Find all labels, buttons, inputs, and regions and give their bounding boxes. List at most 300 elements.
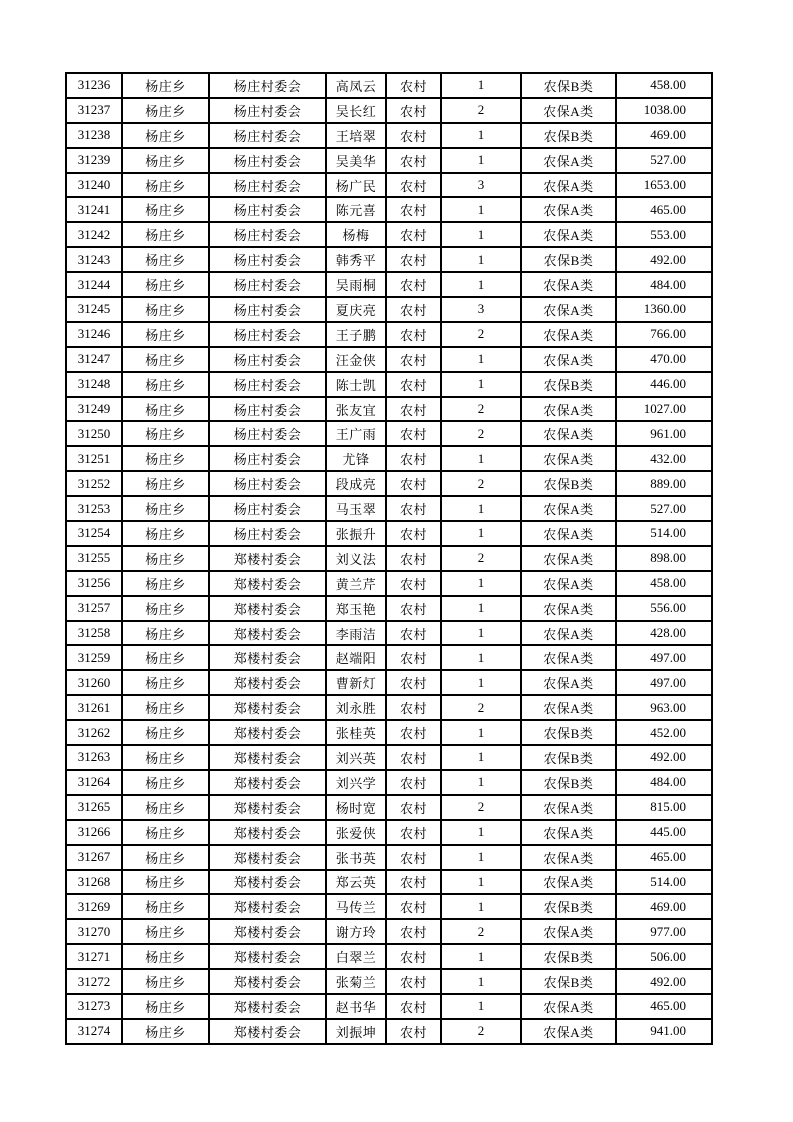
- cell-amount: 469.00: [616, 123, 712, 148]
- cell-residence-type: 农村: [386, 745, 441, 770]
- cell-person-count: 2: [441, 919, 521, 944]
- cell-person-name: 陈元喜: [326, 197, 386, 222]
- cell-insurance-category: 农保A类: [521, 521, 616, 546]
- cell-id: 31251: [66, 446, 122, 471]
- cell-village-committee: 郑楼村委会: [209, 695, 326, 720]
- cell-amount: 1360.00: [616, 297, 712, 322]
- table-row: [66, 770, 712, 795]
- cell-person-count: 1: [441, 347, 521, 372]
- cell-village-committee: 杨庄村委会: [209, 148, 326, 173]
- table-row: [66, 994, 712, 1019]
- cell-amount: 469.00: [616, 894, 712, 919]
- table-row: [66, 621, 712, 646]
- table-row: [66, 521, 712, 546]
- benefits-table: [65, 72, 713, 1045]
- cell-amount: 497.00: [616, 645, 712, 670]
- cell-amount: 428.00: [616, 621, 712, 646]
- cell-village-committee: 郑楼村委会: [209, 894, 326, 919]
- cell-village-committee: 郑楼村委会: [209, 745, 326, 770]
- cell-residence-type: 农村: [386, 645, 441, 670]
- cell-person-name: 吴美华: [326, 148, 386, 173]
- cell-residence-type: 农村: [386, 845, 441, 870]
- cell-township: 杨庄乡: [122, 944, 209, 969]
- cell-amount: 445.00: [616, 820, 712, 845]
- cell-village-committee: 郑楼村委会: [209, 571, 326, 596]
- cell-amount: 465.00: [616, 845, 712, 870]
- cell-residence-type: 农村: [386, 148, 441, 173]
- cell-id: 31247: [66, 347, 122, 372]
- cell-residence-type: 农村: [386, 297, 441, 322]
- cell-amount: 815.00: [616, 795, 712, 820]
- cell-village-committee: 郑楼村委会: [209, 919, 326, 944]
- cell-person-count: 2: [441, 471, 521, 496]
- cell-person-name: 张菊兰: [326, 969, 386, 994]
- cell-township: 杨庄乡: [122, 894, 209, 919]
- cell-person-name: 陈士凯: [326, 372, 386, 397]
- cell-village-committee: 杨庄村委会: [209, 347, 326, 372]
- cell-person-count: 1: [441, 720, 521, 745]
- cell-person-name: 谢方玲: [326, 919, 386, 944]
- cell-village-committee: 郑楼村委会: [209, 1019, 326, 1044]
- cell-residence-type: 农村: [386, 770, 441, 795]
- cell-village-committee: 郑楼村委会: [209, 670, 326, 695]
- cell-insurance-category: 农保B类: [521, 73, 616, 98]
- cell-id: 31246: [66, 322, 122, 347]
- cell-village-committee: 郑楼村委会: [209, 596, 326, 621]
- cell-village-committee: 郑楼村委会: [209, 944, 326, 969]
- cell-amount: 458.00: [616, 73, 712, 98]
- cell-id: 31257: [66, 596, 122, 621]
- cell-insurance-category: 农保B类: [521, 745, 616, 770]
- cell-person-name: 王培翠: [326, 123, 386, 148]
- cell-id: 31238: [66, 123, 122, 148]
- cell-village-committee: 杨庄村委会: [209, 372, 326, 397]
- cell-village-committee: 郑楼村委会: [209, 621, 326, 646]
- cell-insurance-category: 农保A类: [521, 546, 616, 571]
- cell-residence-type: 农村: [386, 372, 441, 397]
- cell-id: 31254: [66, 521, 122, 546]
- cell-township: 杨庄乡: [122, 596, 209, 621]
- cell-person-count: 1: [441, 670, 521, 695]
- cell-person-count: 1: [441, 521, 521, 546]
- table-row: [66, 372, 712, 397]
- cell-village-committee: 杨庄村委会: [209, 73, 326, 98]
- cell-person-count: 1: [441, 621, 521, 646]
- cell-person-count: 1: [441, 770, 521, 795]
- table-row: [66, 148, 712, 173]
- cell-village-committee: 杨庄村委会: [209, 173, 326, 198]
- cell-insurance-category: 农保A类: [521, 1019, 616, 1044]
- cell-village-committee: 杨庄村委会: [209, 397, 326, 422]
- cell-township: 杨庄乡: [122, 571, 209, 596]
- cell-id: 31249: [66, 397, 122, 422]
- cell-id: 31263: [66, 745, 122, 770]
- table-row: [66, 969, 712, 994]
- cell-township: 杨庄乡: [122, 695, 209, 720]
- cell-village-committee: 郑楼村委会: [209, 994, 326, 1019]
- cell-insurance-category: 农保A类: [521, 148, 616, 173]
- table-row: [66, 695, 712, 720]
- cell-person-name: 张振升: [326, 521, 386, 546]
- cell-id: 31268: [66, 870, 122, 895]
- cell-amount: 527.00: [616, 496, 712, 521]
- cell-amount: 553.00: [616, 222, 712, 247]
- cell-amount: 941.00: [616, 1019, 712, 1044]
- cell-person-count: 1: [441, 894, 521, 919]
- cell-insurance-category: 农保A类: [521, 446, 616, 471]
- table-row: [66, 670, 712, 695]
- table-row: [66, 571, 712, 596]
- cell-residence-type: 农村: [386, 197, 441, 222]
- cell-village-committee: 杨庄村委会: [209, 297, 326, 322]
- cell-person-name: 曹新灯: [326, 670, 386, 695]
- cell-village-committee: 杨庄村委会: [209, 421, 326, 446]
- cell-id: 31262: [66, 720, 122, 745]
- cell-residence-type: 农村: [386, 247, 441, 272]
- cell-township: 杨庄乡: [122, 745, 209, 770]
- cell-id: 31237: [66, 98, 122, 123]
- cell-insurance-category: 农保A类: [521, 197, 616, 222]
- cell-residence-type: 农村: [386, 421, 441, 446]
- cell-person-count: 1: [441, 994, 521, 1019]
- cell-residence-type: 农村: [386, 471, 441, 496]
- cell-amount: 492.00: [616, 247, 712, 272]
- cell-residence-type: 农村: [386, 720, 441, 745]
- cell-id: 31255: [66, 546, 122, 571]
- cell-township: 杨庄乡: [122, 521, 209, 546]
- cell-id: 31264: [66, 770, 122, 795]
- cell-amount: 977.00: [616, 919, 712, 944]
- cell-village-committee: 杨庄村委会: [209, 272, 326, 297]
- cell-id: 31266: [66, 820, 122, 845]
- cell-township: 杨庄乡: [122, 73, 209, 98]
- cell-amount: 766.00: [616, 322, 712, 347]
- cell-township: 杨庄乡: [122, 446, 209, 471]
- cell-township: 杨庄乡: [122, 372, 209, 397]
- cell-amount: 527.00: [616, 148, 712, 173]
- cell-person-name: 黄兰芹: [326, 571, 386, 596]
- cell-amount: 1653.00: [616, 173, 712, 198]
- cell-amount: 1027.00: [616, 397, 712, 422]
- cell-id: 31274: [66, 1019, 122, 1044]
- cell-insurance-category: 农保A类: [521, 820, 616, 845]
- cell-residence-type: 农村: [386, 571, 441, 596]
- cell-id: 31240: [66, 173, 122, 198]
- cell-id: 31239: [66, 148, 122, 173]
- cell-residence-type: 农村: [386, 272, 441, 297]
- cell-person-name: 王子鹏: [326, 322, 386, 347]
- cell-village-committee: 郑楼村委会: [209, 720, 326, 745]
- cell-person-count: 1: [441, 372, 521, 397]
- cell-insurance-category: 农保A类: [521, 994, 616, 1019]
- cell-township: 杨庄乡: [122, 795, 209, 820]
- cell-person-name: 刘义法: [326, 546, 386, 571]
- cell-person-name: 高凤云: [326, 73, 386, 98]
- cell-township: 杨庄乡: [122, 870, 209, 895]
- cell-amount: 963.00: [616, 695, 712, 720]
- cell-amount: 514.00: [616, 521, 712, 546]
- cell-amount: 506.00: [616, 944, 712, 969]
- table-row: [66, 845, 712, 870]
- cell-township: 杨庄乡: [122, 197, 209, 222]
- cell-insurance-category: 农保A类: [521, 347, 616, 372]
- cell-person-count: 1: [441, 820, 521, 845]
- cell-person-count: 1: [441, 745, 521, 770]
- cell-township: 杨庄乡: [122, 222, 209, 247]
- table-row: [66, 870, 712, 895]
- cell-person-count: 1: [441, 845, 521, 870]
- benefits-table-body: [66, 73, 712, 1044]
- cell-person-count: 2: [441, 546, 521, 571]
- cell-person-name: 刘兴英: [326, 745, 386, 770]
- cell-village-committee: 郑楼村委会: [209, 770, 326, 795]
- cell-residence-type: 农村: [386, 695, 441, 720]
- cell-amount: 458.00: [616, 571, 712, 596]
- table-row: [66, 73, 712, 98]
- cell-person-count: 3: [441, 297, 521, 322]
- cell-township: 杨庄乡: [122, 670, 209, 695]
- cell-person-name: 李雨洁: [326, 621, 386, 646]
- cell-person-count: 2: [441, 421, 521, 446]
- cell-insurance-category: 农保A类: [521, 621, 616, 646]
- cell-village-committee: 杨庄村委会: [209, 98, 326, 123]
- cell-person-count: 1: [441, 247, 521, 272]
- cell-amount: 514.00: [616, 870, 712, 895]
- cell-residence-type: 农村: [386, 596, 441, 621]
- cell-insurance-category: 农保A类: [521, 272, 616, 297]
- table-row: [66, 421, 712, 446]
- cell-insurance-category: 农保A类: [521, 496, 616, 521]
- cell-township: 杨庄乡: [122, 1019, 209, 1044]
- cell-residence-type: 农村: [386, 446, 441, 471]
- cell-township: 杨庄乡: [122, 770, 209, 795]
- cell-person-count: 1: [441, 222, 521, 247]
- cell-village-committee: 杨庄村委会: [209, 222, 326, 247]
- cell-township: 杨庄乡: [122, 496, 209, 521]
- cell-amount: 492.00: [616, 969, 712, 994]
- cell-person-count: 1: [441, 197, 521, 222]
- cell-id: 31244: [66, 272, 122, 297]
- table-row: [66, 471, 712, 496]
- cell-id: 31260: [66, 670, 122, 695]
- cell-village-committee: 杨庄村委会: [209, 471, 326, 496]
- cell-township: 杨庄乡: [122, 322, 209, 347]
- cell-insurance-category: 农保A类: [521, 596, 616, 621]
- cell-residence-type: 农村: [386, 222, 441, 247]
- cell-amount: 492.00: [616, 745, 712, 770]
- cell-residence-type: 农村: [386, 397, 441, 422]
- cell-residence-type: 农村: [386, 322, 441, 347]
- cell-village-committee: 杨庄村委会: [209, 322, 326, 347]
- cell-person-count: 3: [441, 173, 521, 198]
- cell-residence-type: 农村: [386, 795, 441, 820]
- cell-insurance-category: 农保B类: [521, 894, 616, 919]
- cell-insurance-category: 农保B类: [521, 720, 616, 745]
- cell-amount: 465.00: [616, 197, 712, 222]
- cell-id: 31259: [66, 645, 122, 670]
- cell-person-count: 2: [441, 695, 521, 720]
- cell-person-count: 1: [441, 272, 521, 297]
- cell-person-name: 马玉翠: [326, 496, 386, 521]
- cell-id: 31267: [66, 845, 122, 870]
- cell-person-name: 张爱侠: [326, 820, 386, 845]
- cell-amount: 556.00: [616, 596, 712, 621]
- cell-insurance-category: 农保A类: [521, 795, 616, 820]
- cell-person-name: 赵端阳: [326, 645, 386, 670]
- cell-person-name: 郑云英: [326, 870, 386, 895]
- cell-person-name: 张友宜: [326, 397, 386, 422]
- table-row: [66, 894, 712, 919]
- cell-person-count: 1: [441, 944, 521, 969]
- cell-person-name: 马传兰: [326, 894, 386, 919]
- table-row: [66, 720, 712, 745]
- cell-township: 杨庄乡: [122, 845, 209, 870]
- cell-person-name: 张桂英: [326, 720, 386, 745]
- cell-residence-type: 农村: [386, 621, 441, 646]
- cell-insurance-category: 农保A类: [521, 222, 616, 247]
- cell-insurance-category: 农保A类: [521, 870, 616, 895]
- cell-person-name: 杨广民: [326, 173, 386, 198]
- cell-insurance-category: 农保A类: [521, 297, 616, 322]
- cell-id: 31270: [66, 919, 122, 944]
- cell-id: 31273: [66, 994, 122, 1019]
- cell-person-name: 段成亮: [326, 471, 386, 496]
- cell-person-name: 王广雨: [326, 421, 386, 446]
- cell-amount: 452.00: [616, 720, 712, 745]
- cell-village-committee: 杨庄村委会: [209, 521, 326, 546]
- table-row: [66, 272, 712, 297]
- table-row: [66, 173, 712, 198]
- cell-amount: 470.00: [616, 347, 712, 372]
- cell-person-count: 1: [441, 870, 521, 895]
- cell-township: 杨庄乡: [122, 720, 209, 745]
- cell-person-name: 汪金侠: [326, 347, 386, 372]
- cell-village-committee: 杨庄村委会: [209, 197, 326, 222]
- table-row: [66, 546, 712, 571]
- cell-residence-type: 农村: [386, 670, 441, 695]
- table-row: [66, 322, 712, 347]
- cell-village-committee: 郑楼村委会: [209, 795, 326, 820]
- table-row: [66, 745, 712, 770]
- table-row: [66, 98, 712, 123]
- cell-residence-type: 农村: [386, 969, 441, 994]
- cell-insurance-category: 农保A类: [521, 421, 616, 446]
- cell-amount: 961.00: [616, 421, 712, 446]
- cell-person-count: 2: [441, 795, 521, 820]
- cell-person-name: 杨时宽: [326, 795, 386, 820]
- cell-person-name: 吴长红: [326, 98, 386, 123]
- table-row: [66, 944, 712, 969]
- cell-person-name: 刘兴学: [326, 770, 386, 795]
- cell-id: 31243: [66, 247, 122, 272]
- cell-township: 杨庄乡: [122, 397, 209, 422]
- cell-person-count: 1: [441, 645, 521, 670]
- cell-township: 杨庄乡: [122, 471, 209, 496]
- cell-residence-type: 农村: [386, 919, 441, 944]
- cell-id: 31252: [66, 471, 122, 496]
- cell-insurance-category: 农保A类: [521, 397, 616, 422]
- cell-village-committee: 郑楼村委会: [209, 820, 326, 845]
- cell-insurance-category: 农保B类: [521, 471, 616, 496]
- cell-person-count: 2: [441, 1019, 521, 1044]
- cell-person-name: 夏庆亮: [326, 297, 386, 322]
- cell-insurance-category: 农保A类: [521, 173, 616, 198]
- cell-person-name: 刘永胜: [326, 695, 386, 720]
- cell-township: 杨庄乡: [122, 347, 209, 372]
- cell-id: 31245: [66, 297, 122, 322]
- cell-insurance-category: 农保A类: [521, 919, 616, 944]
- cell-id: 31242: [66, 222, 122, 247]
- cell-person-name: 白翠兰: [326, 944, 386, 969]
- table-row: [66, 197, 712, 222]
- cell-id: 31271: [66, 944, 122, 969]
- cell-person-count: 1: [441, 969, 521, 994]
- cell-township: 杨庄乡: [122, 148, 209, 173]
- cell-village-committee: 杨庄村委会: [209, 247, 326, 272]
- cell-residence-type: 农村: [386, 98, 441, 123]
- table-row: [66, 446, 712, 471]
- cell-amount: 889.00: [616, 471, 712, 496]
- cell-village-committee: 郑楼村委会: [209, 645, 326, 670]
- cell-id: 31269: [66, 894, 122, 919]
- table-row: [66, 222, 712, 247]
- cell-id: 31253: [66, 496, 122, 521]
- cell-village-committee: 杨庄村委会: [209, 446, 326, 471]
- cell-township: 杨庄乡: [122, 173, 209, 198]
- cell-id: 31258: [66, 621, 122, 646]
- cell-amount: 484.00: [616, 272, 712, 297]
- cell-township: 杨庄乡: [122, 919, 209, 944]
- cell-insurance-category: 农保A类: [521, 645, 616, 670]
- cell-insurance-category: 农保B类: [521, 372, 616, 397]
- cell-amount: 1038.00: [616, 98, 712, 123]
- cell-residence-type: 农村: [386, 347, 441, 372]
- cell-person-name: 尤锋: [326, 446, 386, 471]
- table-row: [66, 297, 712, 322]
- cell-insurance-category: 农保A类: [521, 845, 616, 870]
- cell-township: 杨庄乡: [122, 645, 209, 670]
- cell-insurance-category: 农保B类: [521, 770, 616, 795]
- table-row: [66, 919, 712, 944]
- cell-person-count: 1: [441, 496, 521, 521]
- cell-residence-type: 农村: [386, 820, 441, 845]
- table-row: [66, 596, 712, 621]
- cell-insurance-category: 农保A类: [521, 98, 616, 123]
- cell-village-committee: 郑楼村委会: [209, 969, 326, 994]
- cell-person-name: 韩秀平: [326, 247, 386, 272]
- cell-insurance-category: 农保B类: [521, 944, 616, 969]
- cell-residence-type: 农村: [386, 944, 441, 969]
- cell-person-count: 2: [441, 397, 521, 422]
- table-row: [66, 645, 712, 670]
- table-row: [66, 347, 712, 372]
- cell-person-count: 1: [441, 596, 521, 621]
- cell-residence-type: 农村: [386, 546, 441, 571]
- cell-insurance-category: 农保A类: [521, 670, 616, 695]
- cell-village-committee: 杨庄村委会: [209, 496, 326, 521]
- table-row: [66, 247, 712, 272]
- cell-township: 杨庄乡: [122, 421, 209, 446]
- cell-person-count: 1: [441, 148, 521, 173]
- cell-id: 31272: [66, 969, 122, 994]
- cell-township: 杨庄乡: [122, 546, 209, 571]
- cell-township: 杨庄乡: [122, 994, 209, 1019]
- cell-insurance-category: 农保B类: [521, 969, 616, 994]
- cell-township: 杨庄乡: [122, 820, 209, 845]
- cell-amount: 898.00: [616, 546, 712, 571]
- cell-person-name: 吴雨桐: [326, 272, 386, 297]
- cell-residence-type: 农村: [386, 894, 441, 919]
